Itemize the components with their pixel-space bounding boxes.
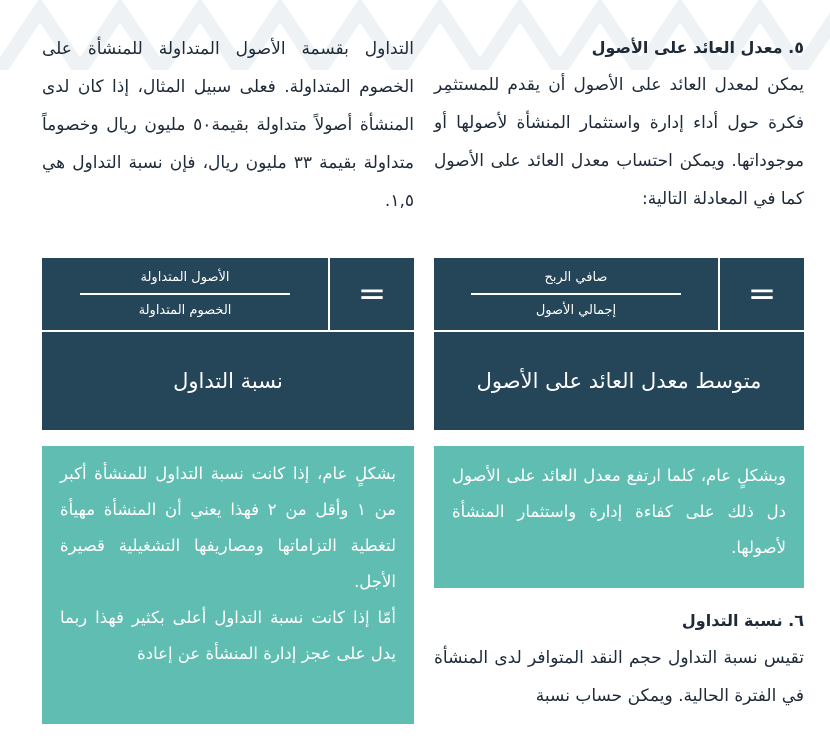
roa-formula xyxy=(434,258,804,330)
roa-fraction xyxy=(434,258,718,330)
roa-numerator: صافي الربح xyxy=(544,270,608,285)
roa-result-label: متوسط معدل العائد على الأصول xyxy=(476,369,762,393)
roa-note-text: وبشكلٍ عام، كلما ارتفع معدل العائد على الأصول دل ذلك على كفاءة إدارة واستثمار المنشأة لأصولها. xyxy=(452,466,786,557)
current-ratio-formula xyxy=(42,258,414,330)
fraction-bar xyxy=(471,293,681,295)
current-ratio-paragraph: التداول بقسمة الأصول المتداولة للمنشأة على الخصوم المتداولة. فعلى سبيل المثال، إذا كان لدى المنشأة أصولاً متداولة بقيمة٥٠ مليون ريال وخصوماً متداولة بقيمة ٣٣ مليون ريال، فإن نسبة التداول هي ١,٥. xyxy=(42,39,415,211)
current-ratio-numerator: الأصول المتداولة xyxy=(140,270,230,285)
equals-sign: = xyxy=(330,258,414,330)
roa-denominator: إجمالي الأصول xyxy=(535,303,617,318)
fraction-bar xyxy=(80,293,290,295)
section-roa xyxy=(434,30,804,218)
section-5-heading: ٥. معدل العائد على الأصول xyxy=(591,38,804,57)
current-ratio-fraction xyxy=(42,258,328,330)
current-ratio-note-p2: أمّا إذا كانت نسبة التداول أعلى بكثير فهذا ربما يدل على عجز إدارة المنشأة عن إعادة xyxy=(60,608,396,663)
section-6-paragraph: تقيس نسبة التداول حجم النقد المتوافر لدى المنشأة في الفترة الحالية. ويمكن حساب نسبة xyxy=(434,648,804,706)
section-current-ratio-continued xyxy=(42,30,414,220)
current-ratio-note-p1: بشكلٍ عام، إذا كانت نسبة التداول للمنشأة أكبر من ١ وأقل من ٢ فهذا يعني أن المنشأة مهيأة لتغطية التزاماتها ومصاريفها التشغيلية قصيرة الأجل. xyxy=(60,464,396,591)
roa-note-box xyxy=(434,446,804,588)
current-ratio-result-label: نسبة التداول xyxy=(173,369,283,393)
section-5-paragraph: يمكن لمعدل العائد على الأصول أن يقدم للمستثمِر فكرة حول أداء إدارة واستثمار المنشأة لأصولها أو موجوداتها. ويمكن احتساب معدل العائد على الأصول كما في المعادلة التالية: xyxy=(434,75,804,209)
roa-result-box xyxy=(434,332,804,430)
section-current-ratio xyxy=(434,603,804,715)
equals-sign: = xyxy=(720,258,804,330)
section-6-heading: ٦. نسبة التداول xyxy=(681,611,804,630)
current-ratio-note-box xyxy=(42,446,414,724)
current-ratio-denominator: الخصوم المتداولة xyxy=(138,303,232,318)
current-ratio-result-box xyxy=(42,332,414,430)
